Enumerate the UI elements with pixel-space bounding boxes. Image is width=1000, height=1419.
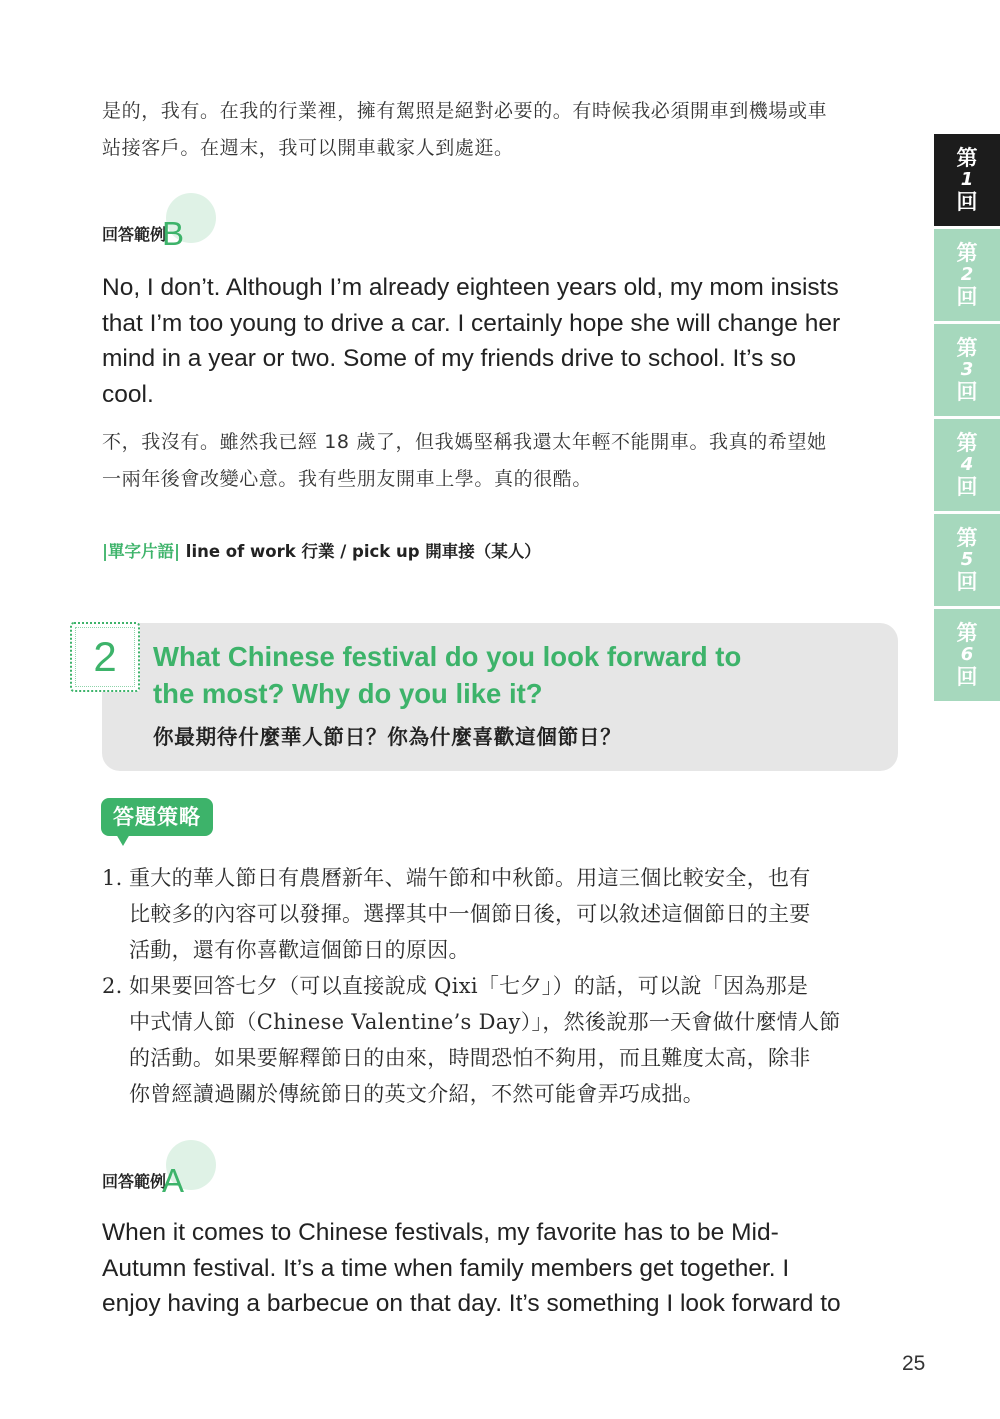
- item-line: 中式情人節（Chinese Valentine’s Day）」，然後說那一天會做什麼情人節: [129, 1010, 841, 1034]
- answer-letter-badge: [160, 1140, 218, 1198]
- tab-char-top: 第: [956, 525, 978, 550]
- tab-char-bottom: 回: [956, 475, 978, 500]
- english-line: cool.: [102, 380, 154, 408]
- answer-a-english: [102, 1215, 902, 1322]
- question-english-line: What Chinese festival do you look forward to: [153, 641, 742, 672]
- english-line: mind in a year or two. Some of my friends drive to school. It’s so: [102, 345, 797, 372]
- tab-round-3[interactable]: [934, 324, 1000, 416]
- question-english-line: the most? Why do you like it?: [153, 678, 543, 709]
- paragraph-line: 站接客戶。在週末，我可以開車載家人到處逛。: [102, 137, 514, 159]
- item-line: 的活動。如果要解釋節日的由來，時間恐怕不夠用，而且難度太高，除非: [129, 1046, 811, 1070]
- answer-label-text: 回答範例: [102, 225, 167, 244]
- paragraph-line: 是的，我有。在我的行業裡，擁有駕照是絕對必要的。有時候我必須開車到機場或車: [102, 100, 828, 122]
- tab-char-bottom: 回: [956, 570, 978, 595]
- strategy-label: 答題策略: [101, 798, 213, 836]
- strategy-list: [102, 860, 902, 1112]
- answer-letter-badge: [160, 193, 218, 251]
- tab-round-1[interactable]: [934, 134, 1000, 226]
- tab-char-bottom: 回: [956, 190, 978, 215]
- item-number: 1.: [102, 866, 123, 890]
- tab-number: 6: [960, 643, 974, 665]
- answer-letter: B: [162, 215, 185, 252]
- top-paragraph: [102, 93, 902, 167]
- tab-round-5[interactable]: [934, 514, 1000, 606]
- question-number-badge: [70, 622, 140, 692]
- answer-a-label: [102, 1140, 218, 1198]
- item-line: 你曾經讀過關於傳統節日的英文介紹，不然可能會弄巧成拙。: [129, 1082, 705, 1106]
- tab-number: 2: [960, 263, 974, 285]
- answer-label-text: 回答範例: [102, 1172, 167, 1191]
- tab-char-top: 第: [956, 620, 978, 645]
- tab-char-top: 第: [956, 145, 978, 170]
- tab-round-4[interactable]: [934, 419, 1000, 511]
- tab-round-6[interactable]: [934, 609, 1000, 701]
- tab-char-top: 第: [956, 240, 978, 265]
- item-line: 如果要回答七夕（可以直接說成 Qixi「七夕」）的話，可以說「因為那是: [129, 974, 809, 998]
- vocab-tag: |單字片語|: [102, 542, 181, 561]
- tab-number: 3: [960, 358, 974, 380]
- english-line: enjoy having a barbecue on that day. It’s something I look forward to: [102, 1290, 841, 1317]
- answer-b-english: [102, 270, 902, 412]
- tab-char-bottom: 回: [956, 665, 978, 690]
- tab-number: 4: [960, 453, 974, 475]
- tab-char-bottom: 回: [956, 285, 978, 310]
- strategy-item: [102, 860, 902, 968]
- english-line: Autumn festival. It’s a time when family members get together. I: [102, 1254, 790, 1282]
- vocab-text: line of work 行業 / pick up 開車接（某人）: [180, 542, 541, 561]
- english-line: No, I don’t. Although I’m already eighteen years old, my mom insists: [102, 274, 839, 301]
- answer-b-chinese: [102, 424, 902, 498]
- page-number: 25: [902, 1352, 926, 1375]
- question-number: 2: [75, 627, 135, 687]
- tab-round-2[interactable]: [934, 229, 1000, 321]
- chinese-line: 不，我沒有。雖然我已經 18 歲了，但我媽堅稱我還太年輕不能開車。我真的希望她: [102, 431, 827, 453]
- english-line: that I’m too young to drive a car. I certainly hope she will change her: [102, 309, 841, 337]
- item-line: 活動，還有你喜歡這個節日的原因。: [129, 938, 470, 962]
- vocabulary-line: [102, 538, 541, 562]
- tab-number: 1: [960, 168, 974, 190]
- answer-b-label: [102, 193, 218, 251]
- question-text: [153, 638, 873, 750]
- question-chinese: 你最期待什麼華人節日？你為什麼喜歡這個節日？: [153, 725, 622, 749]
- tab-char-top: 第: [956, 335, 978, 360]
- item-number: 2.: [102, 974, 123, 998]
- tab-char-top: 第: [956, 430, 978, 455]
- tab-char-bottom: 回: [956, 380, 978, 405]
- chinese-line: 一兩年後會改變心意。我有些朋友開車上學。真的很酷。: [102, 468, 593, 490]
- tab-number: 5: [960, 548, 974, 570]
- item-line: 比較多的內容可以發揮。選擇其中一個節日後，可以敘述這個節日的主要: [129, 902, 811, 926]
- item-line: 重大的華人節日有農曆新年、端午節和中秋節。用這三個比較安全，也有: [129, 866, 811, 890]
- strategy-label-tail: [116, 834, 130, 846]
- strategy-item: [102, 968, 902, 1112]
- answer-letter: A: [162, 1162, 185, 1199]
- chapter-tabs: [934, 134, 1000, 704]
- english-line: When it comes to Chinese festivals, my favorite has to be Mid-: [102, 1219, 779, 1246]
